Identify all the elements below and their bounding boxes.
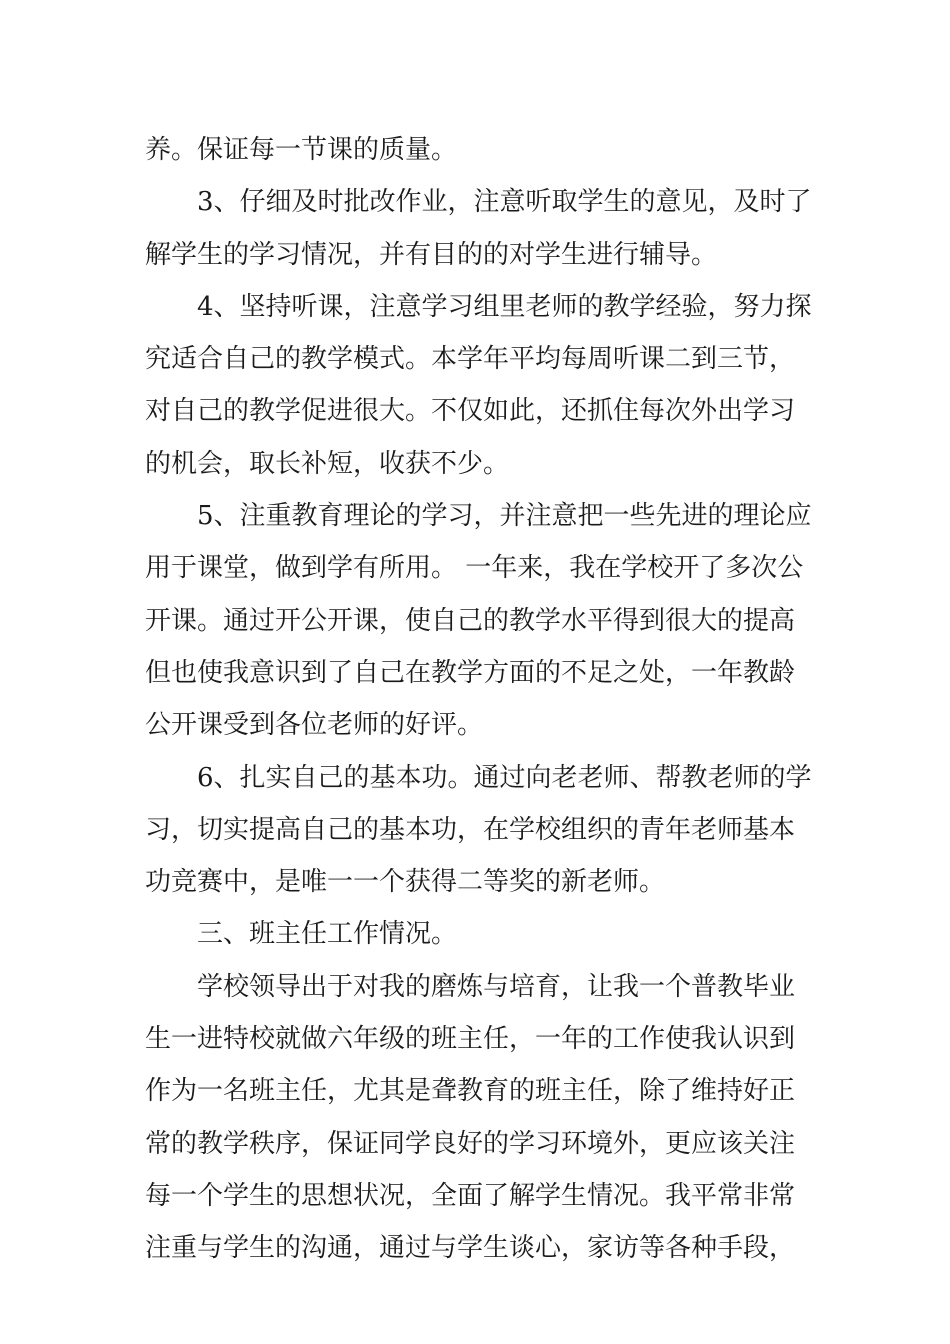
document-body	[145, 124, 810, 1275]
text-line: 注重与学生的沟通，通过与学生谈心，家访等各种手段，	[145, 1233, 796, 1264]
text-line: 开课。通过开公开课，使自己的教学水平得到很大的提高	[145, 605, 796, 636]
text-line: 用于课堂，做到学有所用。 一年来，我在学校开了多次公	[145, 553, 804, 584]
text-line: 学校领导出于对我的磨炼与培育，让我一个普教毕业	[197, 971, 796, 1002]
text-line: 作为一名班主任，尤其是聋教育的班主任，除了维持好正	[145, 1076, 796, 1107]
text-line: 5、注重教育理论的学习，并注意把一些先进的理论应	[197, 501, 812, 532]
text-line: 三、班主任工作情况。	[197, 919, 458, 950]
text-line: 生一进特校就做六年级的班主任，一年的工作使我认识到	[145, 1024, 796, 1055]
text-line: 每一个学生的思想状况，全面了解学生情况。我平常非常	[145, 1180, 796, 1211]
text-line: 公开课受到各位老师的好评。	[145, 710, 484, 741]
text-line: 3、仔细及时批改作业，注意听取学生的意见，及时了	[197, 187, 812, 218]
text-line: 但也使我意识到了自己在教学方面的不足之处，一年教龄	[145, 657, 796, 688]
text-line: 解学生的学习情况，并有目的的对学生进行辅导。	[145, 239, 718, 270]
text-line: 习，切实提高自己的基本功，在学校组织的青年老师基本	[145, 814, 796, 845]
text-line: 6、扎实自己的基本功。通过向老老师、帮教老师的学	[197, 762, 812, 793]
text-line: 养。保证每一节课的质量。	[145, 135, 458, 165]
text-line: 常的教学秩序，保证同学良好的学习环境外，更应该关注	[145, 1128, 796, 1159]
text-line: 究适合自己的教学模式。本学年平均每周听课二到三节，	[145, 344, 796, 375]
text-line: 的机会，取长补短，收获不少。	[145, 448, 510, 479]
text-line: 功竞赛中，是唯一一个获得二等奖的新老师。	[145, 867, 666, 898]
text-line: 4、坚持听课，注意学习组里老师的教学经验，努力探	[197, 291, 812, 322]
text-line: 对自己的教学促进很大。不仅如此，还抓住每次外出学习	[145, 396, 796, 427]
